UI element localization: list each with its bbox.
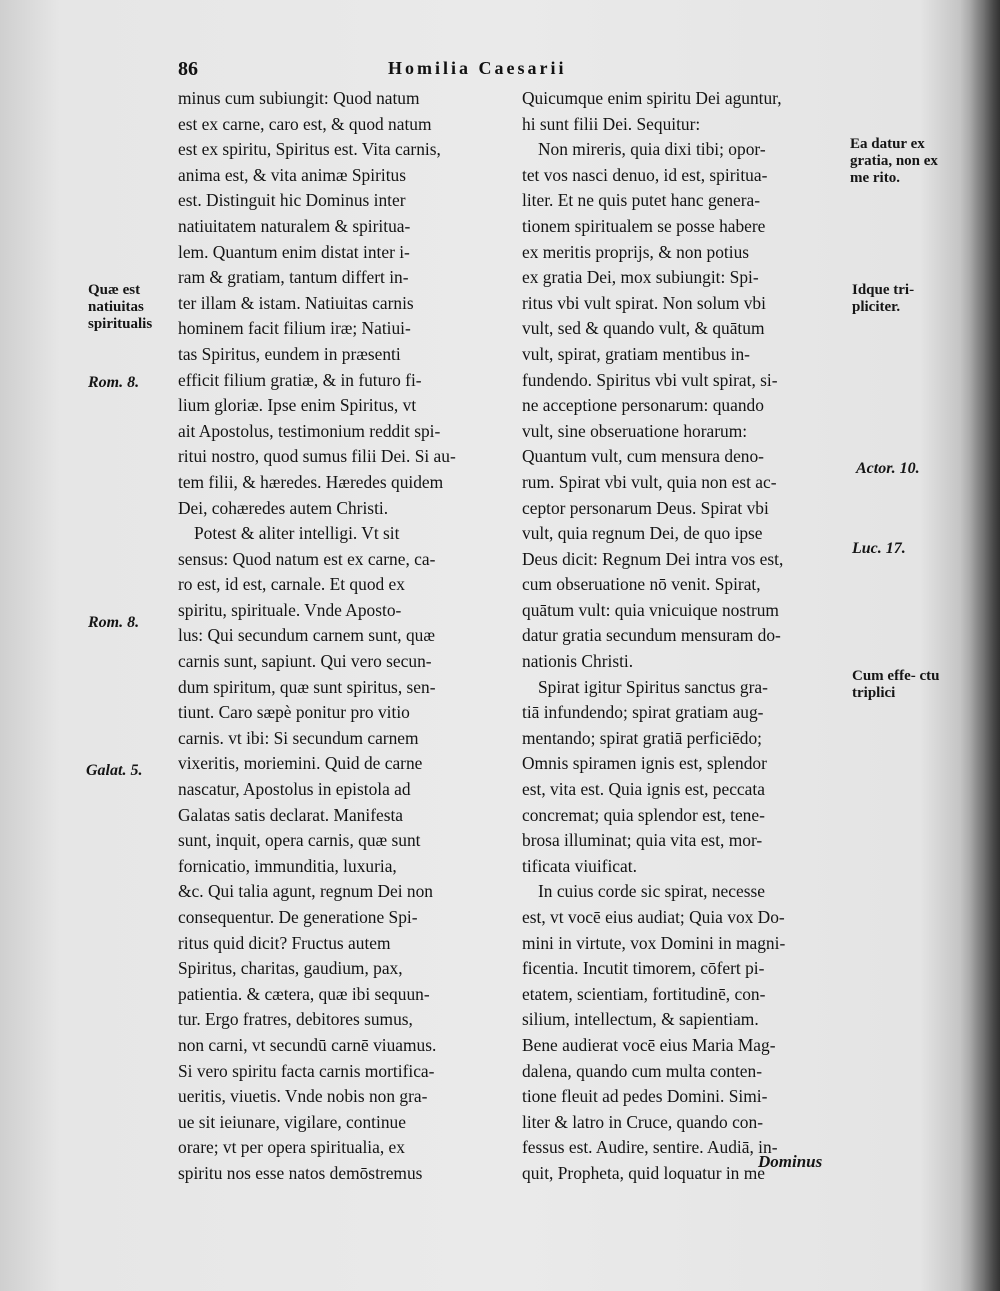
margin-ref-rom-8a: Rom. 8.: [88, 374, 140, 391]
text-line: etatem, scientiam, fortitudinē, con-: [522, 983, 766, 1004]
text-line: minus cum subiungit: Quod natum: [178, 88, 420, 108]
text-line: quit, Propheta, quid loquatur in me: [522, 1162, 765, 1183]
margin-note-cum-effectu: Cum effe- ctu triplici: [852, 668, 940, 701]
text-line: ait Apostolus, testimonium reddit spi-: [178, 420, 441, 441]
text-line: mentando; spirat gratiā perficiēdo;: [522, 727, 762, 748]
text-line: ex gratia Dei, mox subiungit: Spi-: [522, 267, 759, 288]
text-line: est, vt vocē eius audiat; Quia vox Do-: [522, 907, 785, 927]
text-line: Omnis spiramen ignis est, splendor: [522, 753, 767, 774]
text-line: orare; vt per opera spiritualia, ex: [178, 1137, 405, 1158]
text-line: Dei, cohæredes autem Christi.: [178, 497, 389, 518]
text-line: Deus dicit: Regnum Dei intra vos est,: [522, 548, 784, 569]
text-line: hi sunt filii Dei. Sequitur:: [522, 113, 701, 134]
margin-note-natiuitas: Quæ est natiuitas spiritualis: [88, 282, 153, 332]
text-line: fundendo. Spiritus vbi vult spirat, si-: [522, 369, 778, 390]
text-line: nascatur, Apostolus in epistola ad: [178, 779, 411, 800]
page-header: [178, 58, 850, 84]
text-line: ritus vbi vult spirat. Non solum vbi: [522, 292, 766, 313]
text-line: liter. Et ne quis putet hanc genera-: [522, 190, 761, 211]
text-line: tificata viuificat.: [522, 855, 637, 876]
text-line: Quantum vult, cum mensura deno-: [522, 446, 764, 467]
text-line: quātum vult: quia vnicuique nostrum: [522, 599, 779, 620]
text-line: sunt, inquit, opera carnis, quæ sunt: [178, 830, 421, 851]
text-line: ueritis, viuetis. Vnde nobis non gra-: [178, 1086, 428, 1107]
text-line: tem filii, & hæredes. Hæredes quidem: [178, 471, 444, 492]
text-line: liter & latro in Cruce, quando con-: [522, 1111, 763, 1132]
text-line: consequentur. De generatione Spi-: [178, 907, 418, 927]
text-line: Si vero spiritu facta carnis mortifica-: [178, 1060, 435, 1081]
running-title: Homilia Caesarii: [388, 58, 567, 78]
text-line: est ex carne, caro est, & quod natum: [178, 113, 432, 134]
text-line: In cuius corde sic spirat, necesse: [538, 881, 765, 902]
catchword: Dominus: [758, 1152, 823, 1171]
text-line: ex meritis proprijs, & non potius: [522, 241, 750, 262]
text-line: ram & gratiam, tantum differt in-: [178, 267, 409, 288]
text-line: Non mireris, quia dixi tibi; opor-: [538, 139, 766, 160]
page-number: 86: [178, 58, 198, 80]
text-line: lus: Qui secundum carnem sunt, quæ: [178, 625, 435, 646]
margin-note-ea-datur: Ea datur ex gratia, non ex me rito.: [850, 136, 938, 186]
text-line: Potest & aliter intelligi. Vt sit: [194, 523, 400, 544]
text-line: cum obseruatione nō venit. Spirat,: [522, 574, 761, 595]
text-line: spiritu, spirituale. Vnde Aposto-: [178, 599, 402, 620]
text-line: tur. Ergo fratres, debitores sumus,: [178, 1009, 413, 1030]
text-line: anima est, & vita animæ Spiritus: [178, 164, 406, 185]
text-line: tiā infundendo; spirat gratiam aug-: [522, 702, 764, 723]
text-line: tiunt. Caro sæpè ponitur pro vitio: [178, 702, 410, 723]
text-line: ficentia. Incutit timorem, cōfert pi-: [522, 958, 765, 979]
text-line: lem. Quantum enim distat inter i-: [178, 241, 410, 262]
text-line: &c. Qui talia agunt, regnum Dei non: [178, 881, 434, 902]
text-line: ne acceptione personarum: quando: [522, 395, 764, 416]
text-line: fornicatio, immunditia, luxuria,: [178, 855, 397, 876]
text-line: Bene audierat vocē eius Maria Mag-: [522, 1034, 776, 1055]
text-line: ue sit ieiunare, vigilare, continue: [178, 1111, 406, 1132]
text-line: spiritu nos esse natos demōstremus: [178, 1162, 423, 1183]
text-line: sensus: Quod natum est ex carne, ca-: [178, 548, 436, 569]
text-line: dum spiritum, quæ sunt spiritus, sen-: [178, 676, 436, 697]
text-line: concremat; quia splendor est, tene-: [522, 804, 765, 825]
text-line: Spirat igitur Spiritus sanctus gra-: [538, 676, 768, 697]
text-line: datur gratia secundum mensuram do-: [522, 625, 781, 646]
text-line: vult, spirat, gratiam mentibus in-: [522, 343, 750, 364]
text-line: vult, sed & quando vult, & quātum: [522, 318, 765, 339]
text-line: Quicumque enim spiritu Dei aguntur,: [522, 88, 782, 108]
text-line: tas Spiritus, eundem in præsenti: [178, 343, 401, 364]
text-line: fessus est. Audire, sentire. Audiā, in-: [522, 1137, 778, 1158]
text-line: est. Distinguit hic Dominus inter: [178, 190, 406, 211]
page-gutter-shadow: [960, 0, 1000, 1291]
margin-ref-galat-5: Galat. 5.: [86, 762, 143, 779]
text-line: ritus quid dicit? Fructus autem: [178, 932, 391, 953]
text-line: ceptor personarum Deus. Spirat vbi: [522, 497, 769, 518]
text-line: efficit filium gratiæ, & in futuro fi-: [178, 369, 422, 390]
text-line: non carni, vt secundū carnē viuamus.: [178, 1034, 437, 1055]
text-line: rum. Spirat vbi vult, quia non est ac-: [522, 471, 777, 492]
text-line: vult, sine obseruatione horarum:: [522, 420, 748, 441]
text-line: Galatas satis declarat. Manifesta: [178, 804, 404, 825]
left-text-column: [178, 86, 498, 1187]
text-line: tet vos nasci denuo, id est, spiritua-: [522, 164, 768, 185]
text-line: tione fleuit ad pedes Domini. Simi-: [522, 1086, 768, 1107]
text-line: mini in virtute, vox Domini in magni-: [522, 932, 786, 953]
text-line: hominem facit filium iræ; Natiui-: [178, 318, 411, 339]
margin-note-idque: Idque tri- pliciter.: [852, 282, 915, 315]
text-line: silium, intellectum, & sapientiam.: [522, 1009, 759, 1030]
text-line: patientia. & cætera, quæ ibi sequun-: [178, 983, 430, 1004]
text-line: est, vita est. Quia ignis est, peccata: [522, 779, 765, 800]
text-line: dalena, quando cum multa conten-: [522, 1060, 763, 1081]
margin-ref-actor-10: Actor. 10.: [856, 460, 920, 477]
text-line: Spiritus, charitas, gaudium, pax,: [178, 958, 403, 979]
text-line: nationis Christi.: [522, 651, 634, 672]
text-line: est ex spiritu, Spiritus est. Vita carnis,: [178, 139, 441, 160]
text-line: tionem spiritualem se posse habere: [522, 215, 766, 236]
text-line: ritui nostro, quod sumus filii Dei. Si au-: [178, 446, 456, 467]
margin-ref-rom-8b: Rom. 8.: [88, 614, 140, 631]
text-line: ro est, id est, carnale. Et quod ex: [178, 574, 405, 595]
text-line: natiuitatem naturalem & spiritua-: [178, 215, 411, 236]
text-line: brosa illuminat; quia vita est, mor-: [522, 830, 763, 851]
text-line: ter illam & istam. Natiuitas carnis: [178, 292, 414, 313]
text-line: lium gloriæ. Ipse enim Spiritus, vt: [178, 395, 417, 416]
text-line: vult, quia regnum Dei, de quo ipse: [522, 523, 763, 544]
margin-ref-luc-17: Luc. 17.: [852, 540, 906, 557]
text-line: vixeritis, moriemini. Quid de carne: [178, 753, 423, 774]
right-text-column: [522, 86, 846, 1187]
text-line: carnis sunt, sapiunt. Qui vero secun-: [178, 651, 432, 672]
text-line: carnis. vt ibi: Si secundum carnem: [178, 727, 419, 748]
